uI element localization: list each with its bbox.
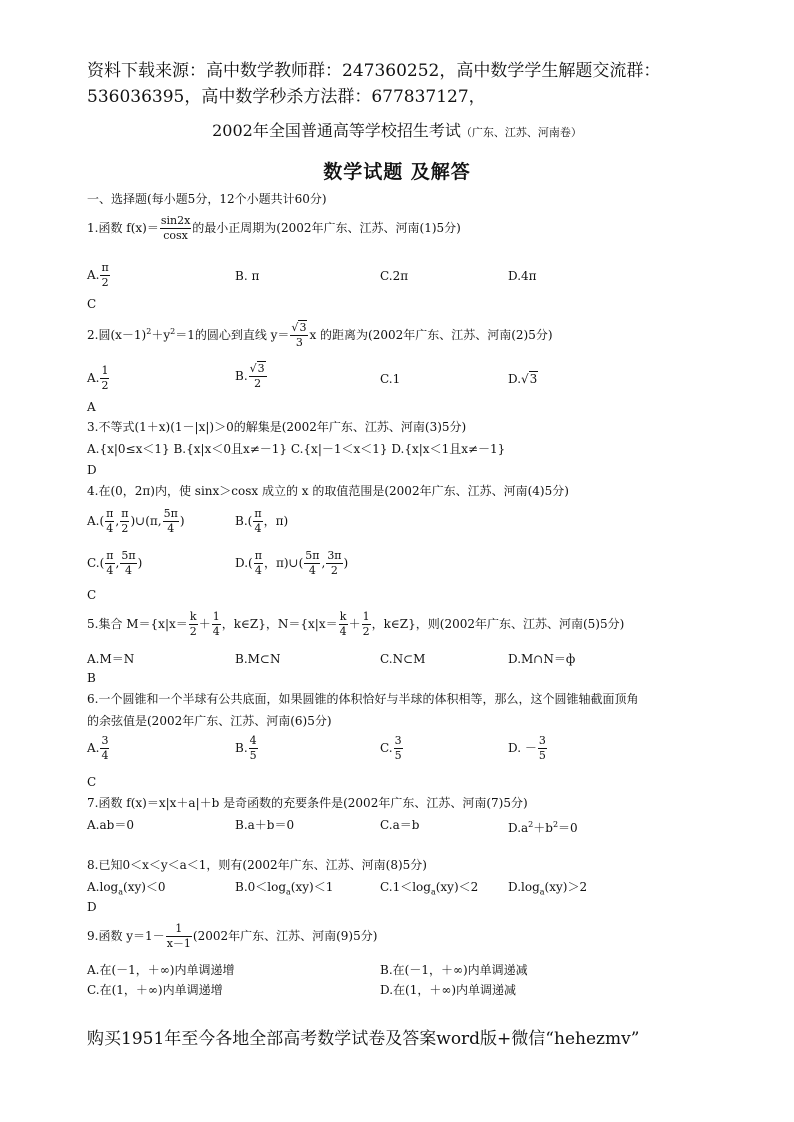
q2-option-b [235,362,268,391]
q4-d-frac-2 [304,549,320,578]
q4-a-rparen: ) [179,514,185,528]
q4-b-lparen: ( [247,514,253,528]
q5-answer: B [87,671,96,685]
q7-option-b: B.a＋b＝0 [235,818,295,832]
q2-option-d-label: D. [508,372,522,386]
question-5-stem [87,610,624,639]
q9-prefix: 9.函数 y＝1－ [87,929,165,943]
q5-option-d: D.M∩N＝ф [508,652,576,666]
q4-c-frac-1-num: π [106,549,114,562]
q9-option-d: D.在(1，＋∞)内单调递减 [380,983,517,997]
q4-a-frac-1 [105,507,114,536]
q6-b-label: B. [235,741,248,755]
q6-d-label: D. － [508,741,537,755]
q2-answer: A [87,400,96,414]
q6-d-frac [538,734,547,763]
q5-frac-3 [339,610,348,639]
q8-c-pre: C.1＜log [380,880,431,894]
q4-c-frac-1-den: 4 [106,564,114,577]
q4-a-union: )∪(π, [130,514,162,528]
q6-option-c [380,734,404,763]
q4-c-frac-2-den: 4 [124,564,132,577]
q7-d-end: ＝0 [558,821,578,835]
q4-d-frac-1-num: π [254,549,262,562]
q1-option-b: B. π [235,269,260,283]
q2-sqrt-radicand: 3 [299,321,307,334]
q4-option-d [235,549,348,578]
question-9-stem [87,922,377,951]
q2-option-b-radicand: 3 [257,362,265,375]
q4-a-lparen: ( [99,514,105,528]
exam-title-main: 2002年全国普通高等学校招生考试 [212,121,461,140]
q4-d-frac-1-den: 4 [254,564,262,577]
q2-sqrt-sign: √ [291,321,299,334]
q9-suffix: (2002年广东、江苏、河南(9)5分) [192,929,378,943]
q4-d-lparen: ( [248,556,253,570]
q2-option-a-frac [100,364,109,393]
q2-suffix: x 的距离为(2002年广东、江苏、河南(2)5分) [309,328,553,342]
q6-c-frac [394,734,403,763]
q7-option-d [508,817,578,836]
q4-b-tail: ，π) [263,514,289,528]
q8-a-post: (xy)＜0 [123,880,166,894]
q2-after: ＝1的圆心到直线 y＝ [175,328,290,342]
q2-option-b-num [249,362,267,377]
q6-a-num: 3 [101,734,109,747]
q5-frac-1-num: k [189,610,197,623]
q6-a-frac [100,734,109,763]
q4-c-frac-2 [120,549,136,578]
q2-option-d-radicand: 3 [529,372,538,386]
q3-options: A.{x|0≤x＜1} B.{x|x＜0且x≠－1} C.{x|－1＜x＜1} D.{x|x＜1且x≠－1} [87,442,506,456]
question-6-stem-2: 的余弦值是(2002年广东、江苏、河南(6)5分) [87,714,332,728]
q1-fraction-den: cosx [163,229,188,242]
q9-fraction [166,922,192,951]
q1-option-c: C.2π [380,269,409,283]
q1-suffix: 的最小正周期为(2002年广东、江苏、河南(1)5分) [192,221,461,235]
q4-a-frac-2-den: 2 [121,522,129,535]
q4-a-frac-2 [120,507,129,536]
q1-answer: C [87,297,97,311]
q8-c-post: (xy)＜2 [435,880,479,894]
footer-note: 购买1951年至今各地全部高考数学试卷及答案word版+微信“hehezmv” [87,1029,640,1049]
q2-option-b-label: B. [235,369,248,383]
q5-option-c: C.N⊂M [380,652,426,666]
q4-a-frac-1-num: π [106,507,114,520]
q4-c-label: C. [87,556,100,570]
q5-frac-1-den: 2 [189,625,197,638]
exam-title [0,118,794,141]
q2-option-b-den: 2 [254,377,262,390]
q4-b-frac-num: π [254,507,262,520]
q4-d-union: )∪( [283,556,304,570]
q4-d-pi: ，π [263,556,284,570]
q2-option-a-den: 2 [101,379,109,392]
section-heading: 一、选择题(每小题5分，12个小题共计60分) [87,192,327,206]
q8-option-a [87,879,166,900]
q5-plus-1: ＋ [198,617,211,631]
q8-d-pre: D.log [508,880,540,894]
q2-fraction-den: 3 [295,336,303,349]
q4-option-c [87,549,142,578]
q2-option-b-frac [249,362,267,391]
q2-option-a-num: 1 [101,364,109,377]
q1-option-a [87,261,111,290]
q2-option-a-label: A. [87,371,100,385]
q6-a-den: 4 [101,749,109,762]
q9-option-b: B.在(－1，＋∞)内单调递减 [380,963,528,977]
q4-c-frac-1 [105,549,114,578]
q6-option-b [235,734,259,763]
q5-frac-1 [189,610,198,639]
q4-d-frac-1 [254,549,263,578]
q5-prefix: 5.集合 M＝{x|x＝ [87,617,188,631]
q8-answer: D [87,900,97,914]
q2-option-a [87,364,110,393]
q1-fraction-num: sin2x [160,214,191,227]
source-line-2: 536036395，高中数学秒杀方法群：677837127， [87,87,486,107]
q8-a-base: a [118,887,124,897]
q8-b-base: a [286,887,291,897]
question-8-stem: 8.已知0＜x＜y＜a＜1，则有(2002年广东、江苏、河南(8)5分) [87,858,427,872]
q2-mid: ＋y [151,328,171,342]
q6-b-frac [249,734,258,763]
q4-c-lparen: ( [99,556,105,570]
q4-a-frac-3-den: 4 [167,522,175,535]
q8-b-pre: B.0＜log [235,880,287,894]
q7-d-sup-1: 2 [528,820,534,829]
q6-d-num: 3 [538,734,546,747]
q4-c-comma: , [115,556,120,570]
q8-option-b [235,879,333,900]
q4-a-frac-3 [163,507,179,536]
q1-option-a-den: 2 [101,276,109,289]
page-subtitle: 数学试题 及解答 [323,161,471,183]
q5-frac-2 [212,610,221,639]
q8-a-pre: A.log [87,880,119,894]
q4-option-b [235,507,288,536]
q6-c-den: 5 [394,749,402,762]
q5-frac-4 [362,610,371,639]
q4-d-frac-3 [326,549,342,578]
q4-d-rparen: ) [343,556,349,570]
q5-frac-4-num: 1 [362,610,370,623]
q6-c-num: 3 [394,734,402,747]
q1-fraction [160,214,191,243]
q8-b-post: (xy)＜1 [290,880,334,894]
question-6-stem-1: 6.一个圆锥和一个半球有公共底面，如果圆锥的体积恰好与半球的体积相等，那么，这个圆锥轴截面顶角 [87,692,639,706]
q6-c-label: C. [380,741,393,755]
q6-d-den: 5 [538,749,546,762]
q2-option-c: C.1 [380,372,401,386]
question-7-stem: 7.函数 f(x)＝x|x＋a|＋b 是奇函数的充要条件是(2002年广东、江苏、河南(7)5分) [87,796,528,810]
q2-option-d-sqrt-sign: √ [521,372,529,386]
q6-b-num: 4 [249,734,257,747]
q2-prefix: 2.圆(x－1) [87,328,147,342]
q4-d-frac-3-den: 2 [330,564,338,577]
q6-option-d [508,734,548,763]
q5-frac-4-den: 2 [362,625,370,638]
q4-d-frac-2-den: 4 [308,564,316,577]
q8-d-post: (xy)＞2 [544,880,588,894]
q7-option-a: A.ab＝0 [87,818,134,832]
q1-option-a-frac [100,261,109,290]
q8-option-c [380,879,478,900]
q6-a-label: A. [87,741,100,755]
question-4-stem: 4.在(0，2π)内，使 sinx＞cosx 成立的 x 的取值范围是(2002年广东、江苏、河南(4)5分) [87,484,569,498]
question-1-stem [87,214,461,243]
q6-b-den: 5 [249,749,257,762]
q4-a-label: A. [87,514,100,528]
q1-prefix: 1.函数 f(x)＝ [87,221,159,235]
source-line-1: 资料下载来源：高中数学教师群：247360252，高中数学学生解题交流群： [87,61,661,81]
q4-a-frac-3-num: 5π [163,507,178,520]
q5-option-b: B.M⊂N [235,652,281,666]
q4-a-comma: , [115,514,120,528]
q7-d-sup-2: 2 [552,820,559,829]
q8-option-d [508,879,587,900]
q4-answer: C [87,588,97,602]
q4-d-frac-2-num: 5π [305,549,320,562]
q7-option-c: C.a＝b [380,818,420,832]
q5-option-a: A.M＝N [87,652,135,666]
q6-answer: C [87,775,97,789]
q1-option-a-num: π [101,261,109,274]
q2-fraction-num [290,321,308,336]
q6-option-a [87,734,110,763]
q1-option-d: D.4π [508,269,537,283]
q8-c-base: a [430,887,436,897]
q5-frac-2-num: 1 [212,610,220,623]
q9-fraction-num: 1 [166,922,192,937]
q2-option-b-sqrt-sign: √ [249,362,257,375]
q4-b-frac-den: 4 [254,522,262,535]
q2-option-d [508,371,538,387]
q2-sup-1: 2 [146,327,152,336]
q4-d-frac-3-num: 3π [327,549,342,562]
q5-suffix: ，k∈Z}，则(2002年广东、江苏、河南(5)5分) [371,617,625,631]
q9-option-a: A.在(－1，＋∞)内单调递增 [87,963,235,977]
q8-d-base: a [539,887,545,897]
q5-frac-3-den: 4 [339,625,347,638]
q4-b-label: B. [235,514,248,528]
q4-d-label: D. [235,556,249,570]
q9-fraction-den: x－1 [166,937,191,950]
q5-mid: ，k∈Z}，N＝{x|x＝ [221,617,338,631]
q5-frac-3-num: k [339,610,347,623]
question-2-stem [87,321,553,350]
q4-a-frac-1-den: 4 [106,522,114,535]
question-3-stem: 3.不等式(1＋x)(1－|x|)＞0的解集是(2002年广东、江苏、河南(3)5分) [87,420,467,434]
q5-frac-2-den: 4 [212,625,220,638]
q4-b-frac [253,507,262,536]
q5-plus-2: ＋ [348,617,361,631]
q7-d-mid: ＋b [533,821,553,835]
q4-a-frac-2-num: π [121,507,129,520]
q4-c-frac-2-num: 5π [121,549,136,562]
q4-d-comma: , [321,556,326,570]
q3-answer: D [87,463,97,477]
q7-d-pre: D.a [508,821,529,835]
q9-option-c: C.在(1，＋∞)内单调递增 [87,983,223,997]
q4-option-a [87,507,185,536]
q2-fraction [290,321,308,350]
exam-title-note: （广东、江苏、河南卷） [460,126,582,139]
q2-sup-2: 2 [170,327,176,336]
q1-option-a-label: A. [87,268,100,282]
q4-c-rparen: ) [137,556,143,570]
